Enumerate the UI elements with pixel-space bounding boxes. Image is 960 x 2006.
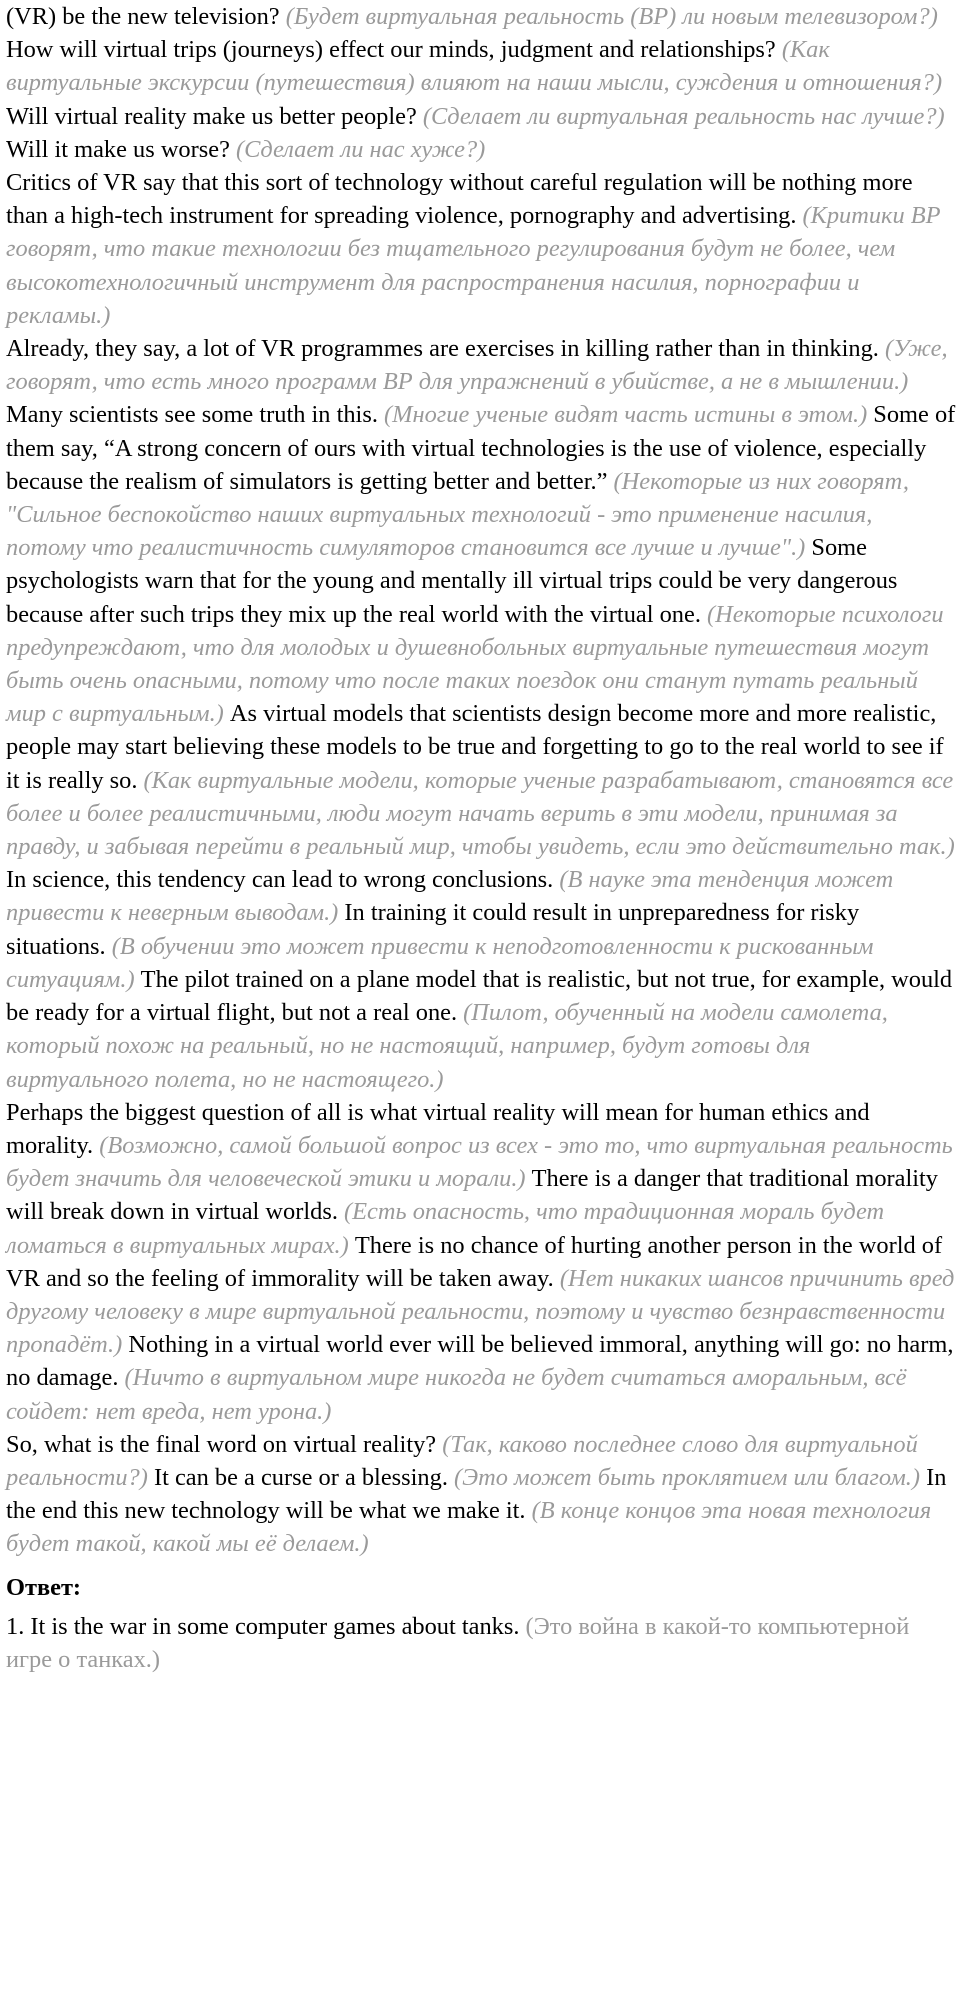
english-sentence: In training it could result in unpreparedness for risky situations. xyxy=(6,899,860,960)
english-sentence: How will virtual trips (journeys) effect our minds, judgment and relationships? xyxy=(6,36,782,64)
english-sentence: Some psychologists warn that for the young and mentally ill virtual trips could be very dangerous because after such trips they mix up the real world with the virtual one. xyxy=(6,534,898,628)
english-sentence: Critics of VR say that this sort of technology without careful regulation will be nothing more than a high-tech instrument for spreading violence, pornography and advertising. xyxy=(6,169,913,230)
russian-translation: (Сделает ли нас хуже?) xyxy=(236,135,486,163)
russian-translation: (Ничто в виртуальном мире никогда не будет считаться аморальным, всё сойдет: нет вреда, нет урона.) xyxy=(6,1364,907,1425)
english-sentence: 1. It is the war in some computer games about tanks. xyxy=(6,1612,526,1640)
russian-translation: (Уже, говорят, что есть много программ ВР для упражнений в убийстве, а не в мышлении.) xyxy=(6,335,948,396)
answer-heading: Ответ: xyxy=(6,1573,82,1601)
english-sentence: The pilot trained on a plane model that is realistic, but not true, for example, would be ready for a virtual flight, but not a real one. xyxy=(6,965,953,1027)
russian-translation: (Как виртуальные экскурсии (путешествия) влияют на наши мысли, суждения и отношения?) xyxy=(6,36,943,97)
russian-translation: (Многие ученые видят часть истины в этом.) xyxy=(384,401,874,429)
russian-translation: (Есть опасность, что традиционная мораль будет ломаться в виртуальных мирах.) xyxy=(6,1198,885,1259)
russian-translation: (В конце концов эта новая технология будет такой, какой мы её делаем.) xyxy=(6,1497,932,1558)
english-sentence: Nothing in a virtual world ever will be believed immoral, anything will go: no harm, no damage. xyxy=(6,1331,954,1392)
russian-translation: (Нет никаких шансов причинить вред другому человеку в мире виртуальной реальности, поэтому и чувство безнравственности пропадёт.) xyxy=(6,1264,955,1359)
english-sentence: (VR) be the new television? xyxy=(6,3,286,30)
document-body xyxy=(6,0,956,1676)
answer-item xyxy=(6,1610,956,1676)
paragraph-list xyxy=(6,0,956,1561)
english-sentence: Many scientists see some truth in this. xyxy=(6,401,385,429)
russian-translation: (Так, каково последнее слово для виртуальной реальности?) xyxy=(6,1430,918,1491)
text-paragraph xyxy=(6,332,956,1096)
english-sentence: In science, this tendency can lead to wrong conclusions. xyxy=(6,866,560,894)
russian-translation: (Некоторые психологи предупреждают, что для молодых и душевнобольных виртуальные путешествия могут быть очень опасными, потому что после таких поездок они станут путать реальный мир с виртуальным.) xyxy=(6,600,944,728)
answer-list xyxy=(6,1610,956,1676)
english-sentence: Will it make us worse? xyxy=(6,135,236,163)
text-paragraph xyxy=(6,1428,956,1561)
text-paragraph xyxy=(6,166,956,332)
russian-translation: (Как виртуальные модели, которые ученые разрабатывают, становятся все более и более реалистичными, люди могут начать верить в эти модели, принимая за правду, и забывая перейти в реальный мир, чтобы увидеть, если это действительно так.) xyxy=(6,766,955,861)
english-sentence: Already, they say, a lot of VR programmes are exercises in killing rather than in thinking. xyxy=(6,335,885,363)
russian-translation: (Некоторые из них говорят, "Сильное беспокойство наших виртуальных технологий - это применение насилия, потому что реалистичность симуляторов становится все лучше и лучше".) xyxy=(6,467,909,562)
english-sentence: There is no chance of hurting another person in the world of VR and so the feeling of immorality will be taken away. xyxy=(6,1231,943,1292)
russian-translation: (В обучении это может привести к неподготовленности к рискованным ситуациям.) xyxy=(6,932,874,993)
text-paragraph xyxy=(6,1096,956,1428)
russian-translation: (Сделает ли виртуальная реальность нас лучше?) xyxy=(422,102,945,130)
english-sentence: It can be a curse or a blessing. xyxy=(153,1463,455,1491)
english-sentence: Perhaps the biggest question of all is what virtual reality will mean for human ethics and morality. xyxy=(6,1098,870,1159)
russian-translation: (Критики ВР говорят, что такие технологии без тщательного регулирования будут не более, чем высокотехнологичный инструмент для распространения насилия, порнографии и рекламы.) xyxy=(6,202,941,329)
russian-translation: (Пилот, обученный на модели самолета, который похож на реальный, но не настоящий, например, будут готовы для виртуального полета, но не настоящего.) xyxy=(6,999,888,1093)
english-sentence: So, what is the final word on virtual reality? xyxy=(6,1430,443,1458)
english-sentence: Will virtual reality make us better people? xyxy=(6,102,423,130)
russian-translation: (В науке эта тенденция может привести к неверным выводам.) xyxy=(6,866,894,927)
russian-translation: (Это война в какой-то компьютерной игре о танках.) xyxy=(6,1612,910,1673)
english-sentence: There is a danger that traditional morality will break down in virtual worlds. xyxy=(6,1165,939,1226)
english-sentence: Some of them say, “A strong concern of ours with virtual technologies is the use of violence, especially because the realism of simulators is getting better and better.” xyxy=(6,401,956,495)
text-paragraph xyxy=(6,0,956,166)
english-sentence: As virtual models that scientists design become more and more realistic, people may start believing these models to be true and forgetting to go to the real world to see if it is really so. xyxy=(6,700,944,794)
russian-translation: (Возможно, самой большой вопрос из всех - это то, что виртуальная реальность будет значить для человеческой этики и морали.) xyxy=(6,1131,953,1193)
russian-translation: (Будет виртуальная реальность (ВР) ли новым телевизором?) xyxy=(285,3,938,30)
russian-translation: (Это может быть проклятием или благом.) xyxy=(454,1463,927,1491)
english-sentence: In the end this new technology will be what we make it. xyxy=(6,1463,947,1525)
